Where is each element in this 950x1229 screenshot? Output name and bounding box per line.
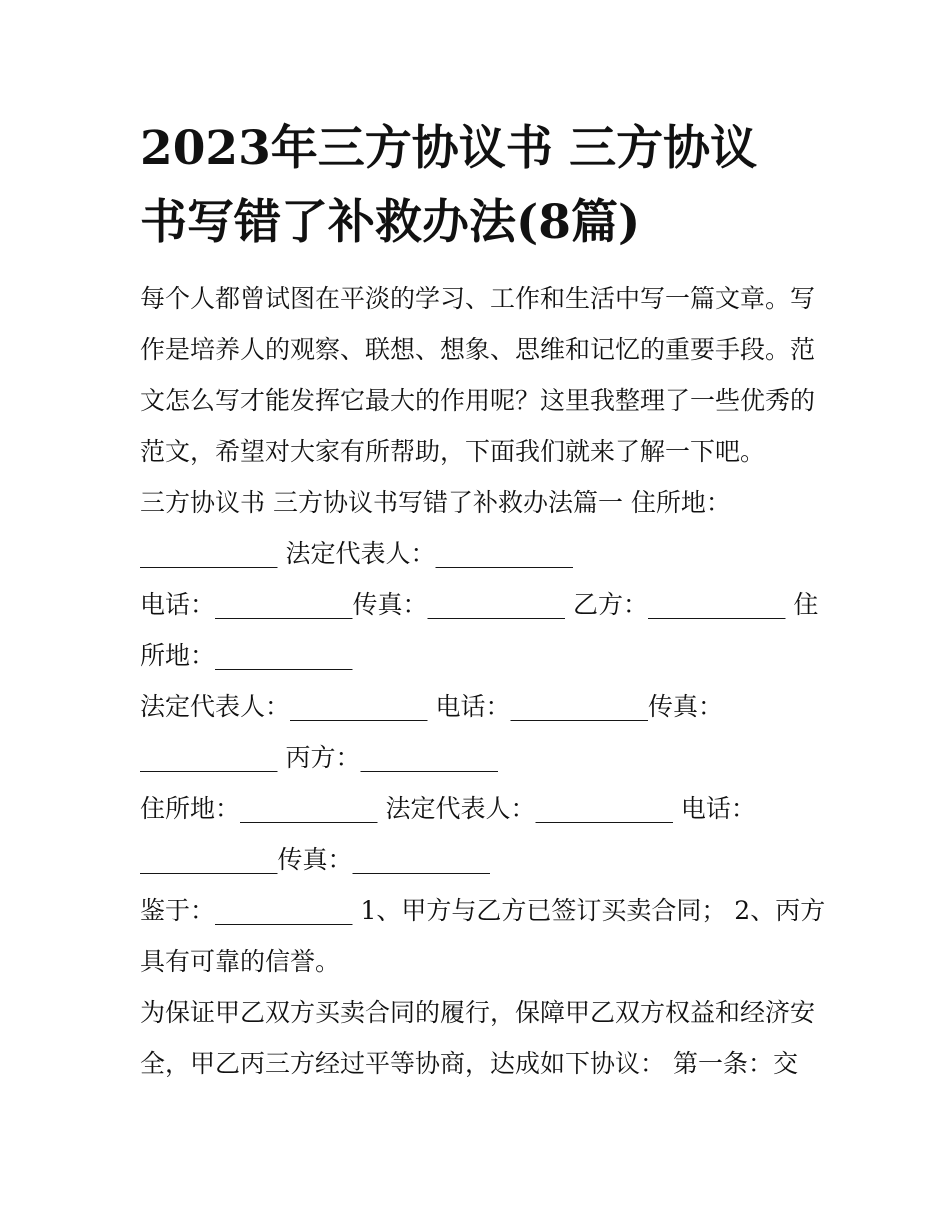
body-line: ___________ 法定代表人：___________ (140, 539, 573, 568)
body-line: 为保证甲乙双方买卖合同的履行，保障甲乙双方权益和经济安 (140, 998, 816, 1027)
body-line: 三方协议书 三方协议书写错了补救办法篇一 住所地： (140, 488, 731, 517)
body-line: 文怎么写才能发挥它最大的作用呢？这里我整理了一些优秀的 (140, 386, 816, 415)
body-line: ___________ 丙方：___________ (140, 743, 498, 772)
body-line: 每个人都曾试图在平淡的学习、工作和生活中写一篇文章。写 (140, 284, 816, 313)
body-line: 范文，希望对大家有所帮助，下面我们就来了解一下吧。 (140, 437, 766, 466)
title-line: 书写错了补救办法(8篇) (140, 195, 641, 250)
body-line: 法定代表人：___________ 电话：___________传真： (140, 692, 723, 721)
body-line: 电话：___________传真：___________ 乙方：___________ 住 (140, 590, 819, 619)
body-line: 鉴于：___________ 1、甲方与乙方已签订买卖合同； 2、丙方 (140, 896, 826, 925)
title-line: 2023年三方协议书 三方协议 (140, 121, 758, 176)
body-line: 全，甲乙丙三方经过平等协商，达成如下协议： 第一条：交 (140, 1049, 798, 1078)
body-line: ___________传真：___________ (140, 845, 491, 874)
document-title (140, 112, 820, 260)
body-line: 所地：___________ (140, 641, 353, 670)
document-body (140, 273, 830, 1089)
body-line: 作是培养人的观察、联想、想象、思维和记忆的重要手段。范 (140, 335, 816, 364)
body-line: 具有可靠的信誉。 (140, 947, 341, 976)
body-line: 住所地：___________ 法定代表人：___________ 电话： (140, 794, 756, 823)
